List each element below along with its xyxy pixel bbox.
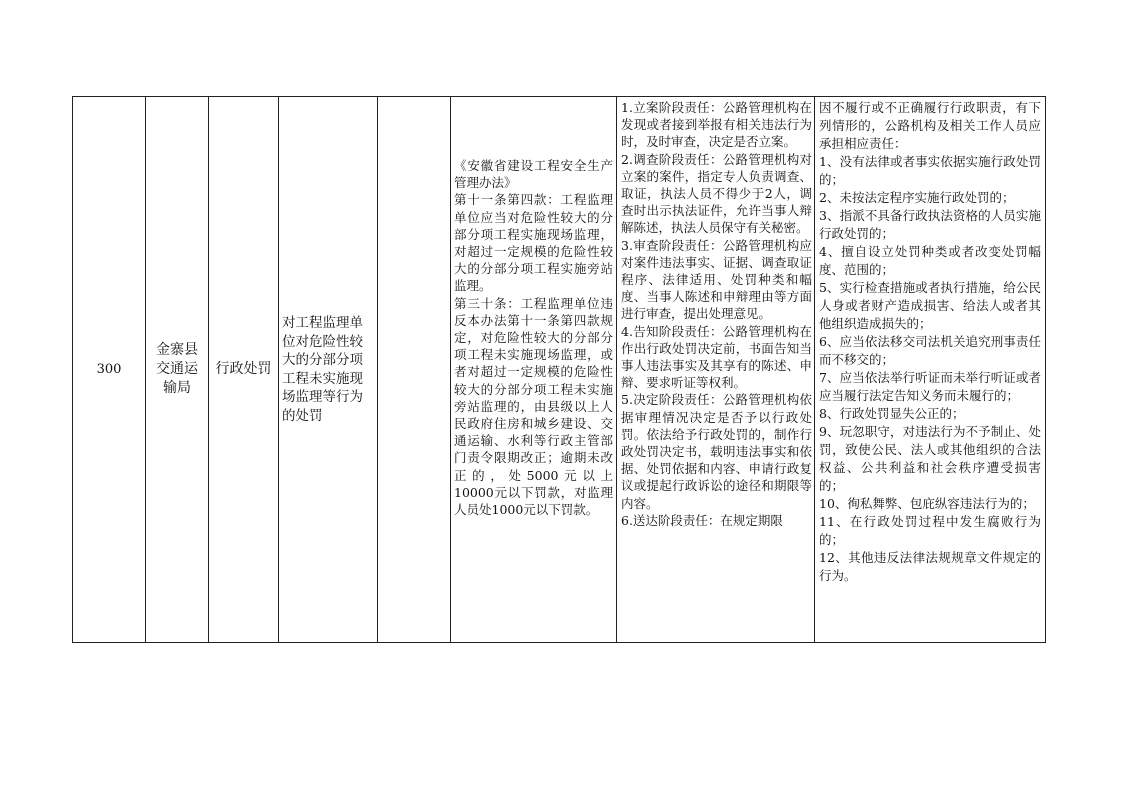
accountability-item: 6、应当依法移交司法机关追究刑事责任而不移交的； bbox=[819, 334, 1041, 367]
accountability-item: 7、应当依法举行听证而未举行听证或者应当履行法定告知义务而未履行的； bbox=[819, 370, 1041, 403]
power-list-table bbox=[72, 96, 1046, 643]
cell-item-name bbox=[279, 97, 378, 642]
responsibility-item: 5.决定阶段责任：公路管理机构依据审理情况决定是否予以行政处罚。依法给予行政处罚的，制作行政处罚决定书，载明违法事实和依据、处罚依据和内容、申请行政复议或提起行政诉讼的途径和期限等内容。 bbox=[621, 392, 812, 511]
cell-index bbox=[73, 97, 146, 642]
responsibility-item: 2.调查阶段责任：公路管理机构对立案的案件，指定专人负责调查、取证，执法人员不得少于2人，调查时出示执法证件，允许当事人辩解陈述，执法人员保守有关秘密。 bbox=[621, 151, 812, 236]
responsibility-item: 4.告知阶段责任：公路管理机构在作出行政处罚决定前，书面告知当事人违法事实及其享有的陈述、申辩、要求听证等权利。 bbox=[621, 323, 812, 391]
accountability-item: 1、没有法律或者事实依据实施行政处罚的； bbox=[819, 154, 1041, 187]
basis-penalty: 第三十条：工程监理单位违反本办法第十一条第四款规定，对危险性较大的分部分项工程未实施现场监理，或者对超过一定规模的危险性较大的分部分项工程未实施旁站监理的，由县级以上人民政府住房和城乡建设、交通运输、水利等行政主管部门责令限期改正；逾期未改正的，处5000元以上10000元以下罚款，对监理人员处1000元以下罚款。 bbox=[454, 295, 613, 518]
cell-category bbox=[209, 97, 279, 642]
accountability-list bbox=[815, 97, 1044, 585]
accountability-item: 11、在行政处罚过程中发生腐败行为的； bbox=[819, 514, 1041, 547]
accountability-item: 4、擅自设立处罚种类或者改变处罚幅度、范围的； bbox=[819, 244, 1041, 277]
cell-responsibilities bbox=[617, 97, 815, 642]
accountability-item: 9、玩忽职守，对违法行为不予制止、处罚，致使公民、法人或其他组织的合法权益、公共利益和社会秩序遭受损害的； bbox=[819, 424, 1041, 493]
power-category: 行政处罚 bbox=[215, 361, 272, 377]
responsibility-item: 1.立案阶段责任：公路管理机构在发现或者接到举报有相关违法行为时，及时审查，决定是否立案。 bbox=[621, 100, 812, 150]
accountability-item: 8、行政处罚显失公正的； bbox=[819, 406, 965, 421]
responsibility-list bbox=[617, 99, 814, 529]
basis-title: 《安徽省建设工程安全生产管理办法》 bbox=[454, 158, 613, 191]
power-item-name: 对工程监理单位对危险性较大的分部分项工程未实施现场监理等行为的处罚 bbox=[282, 315, 363, 424]
accountability-item: 5、实行检查措施或者执行措施，给公民人身或者财产造成损害、给法人或者其他组织造成损失的； bbox=[819, 280, 1041, 331]
responsibility-item: 3.审查阶段责任：公路管理机构应对案件违法事实、证据、调查取证程序、法律适用、处罚种类和幅度、当事人陈述和申辩理由等方面进行审查，提出处理意见。 bbox=[621, 237, 812, 322]
legal-basis bbox=[451, 157, 616, 518]
row-index: 300 bbox=[96, 362, 122, 377]
cell-basis bbox=[451, 97, 617, 642]
cell-department bbox=[146, 97, 209, 642]
responsibility-item: 6.送达阶段责任：在规定期限 bbox=[621, 512, 783, 528]
basis-clause: 第十一条第四款：工程监理单位应当对危险性较大的分部分项工程实施现场监理，对超过一定规模的危险性较大的分部分项工程实施旁站监理。 bbox=[454, 192, 613, 294]
department-name: 金寨县交通运输局 bbox=[156, 342, 198, 396]
accountability-item: 10、徇私舞弊、包庇纵容违法行为的； bbox=[819, 496, 1035, 511]
cell-accountability bbox=[815, 97, 1044, 642]
cell-sub-item bbox=[378, 97, 451, 642]
accountability-item: 2、未按法定程序实施行政处罚的； bbox=[819, 190, 1015, 205]
accountability-item: 12、其他违反法律法规规章文件规定的行为。 bbox=[819, 550, 1041, 583]
accountability-item: 3、指派不具备行政执法资格的人员实施行政处罚的； bbox=[819, 208, 1041, 241]
accountability-item: 因不履行或不正确履行行政职责，有下列情形的，公路机构及相关工作人员应承担相应责任： bbox=[819, 100, 1041, 151]
